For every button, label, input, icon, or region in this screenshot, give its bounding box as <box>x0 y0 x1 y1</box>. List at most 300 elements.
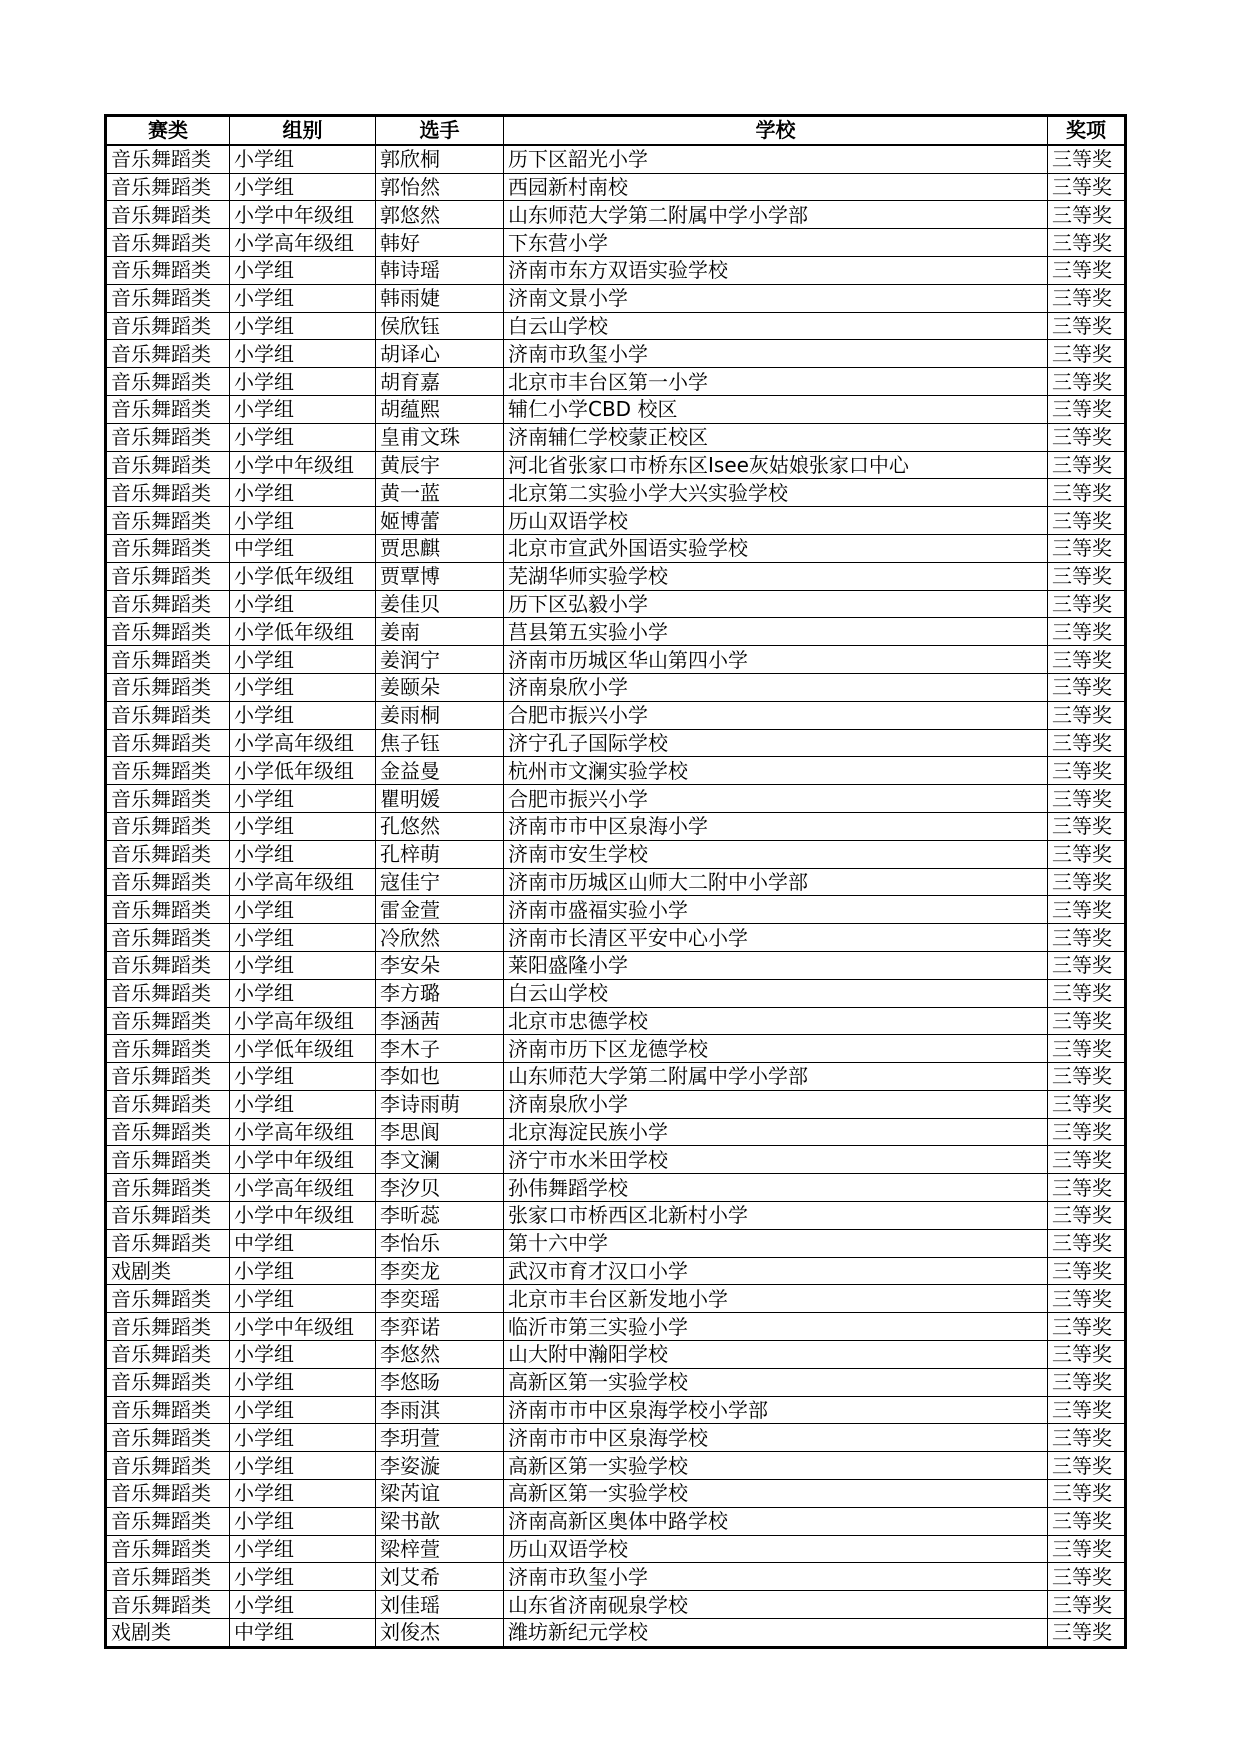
cell-contestant: 李诗雨萌 <box>376 1090 504 1118</box>
cell-contestant: 胡育嘉 <box>376 368 504 396</box>
cell-school: 济南泉欣小学 <box>504 673 1048 701</box>
cell-award: 三等奖 <box>1048 701 1126 729</box>
cell-award: 三等奖 <box>1048 1007 1126 1035</box>
cell-award: 三等奖 <box>1048 896 1126 924</box>
cell-category: 音乐舞蹈类 <box>106 951 230 979</box>
cell-contestant: 冷欣然 <box>376 924 504 952</box>
cell-category: 音乐舞蹈类 <box>106 1452 230 1480</box>
cell-school: 山东省济南砚泉学校 <box>504 1591 1048 1619</box>
cell-contestant: 刘俊杰 <box>376 1619 504 1648</box>
cell-category: 音乐舞蹈类 <box>106 1313 230 1341</box>
cell-category: 音乐舞蹈类 <box>106 1535 230 1563</box>
table-row <box>106 1174 1126 1202</box>
cell-award: 三等奖 <box>1048 729 1126 757</box>
cell-category: 音乐舞蹈类 <box>106 1007 230 1035</box>
header-school: 学校 <box>504 116 1048 145</box>
table-row <box>106 840 1126 868</box>
cell-group: 小学组 <box>230 812 376 840</box>
cell-school: 济宁孔子国际学校 <box>504 729 1048 757</box>
cell-category: 音乐舞蹈类 <box>106 1507 230 1535</box>
cell-contestant: 寇佳宁 <box>376 868 504 896</box>
cell-award: 三等奖 <box>1048 673 1126 701</box>
cell-school: 历下区弘毅小学 <box>504 590 1048 618</box>
cell-category: 音乐舞蹈类 <box>106 1341 230 1369</box>
cell-contestant: 孔悠然 <box>376 812 504 840</box>
cell-school: 北京第二实验小学大兴实验学校 <box>504 479 1048 507</box>
cell-school: 济南文景小学 <box>504 284 1048 312</box>
cell-award: 三等奖 <box>1048 395 1126 423</box>
table-row <box>106 562 1126 590</box>
cell-category: 音乐舞蹈类 <box>106 1229 230 1257</box>
cell-school: 合肥市振兴小学 <box>504 785 1048 813</box>
cell-contestant: 李思阆 <box>376 1118 504 1146</box>
cell-category: 音乐舞蹈类 <box>106 173 230 201</box>
cell-school: 高新区第一实验学校 <box>504 1368 1048 1396</box>
table-row <box>106 1341 1126 1369</box>
table-row <box>106 1452 1126 1480</box>
cell-group: 小学组 <box>230 673 376 701</box>
table-row <box>106 1202 1126 1230</box>
cell-school: 济南市玖玺小学 <box>504 340 1048 368</box>
table-row <box>106 1146 1126 1174</box>
table-row <box>106 1229 1126 1257</box>
cell-category: 音乐舞蹈类 <box>106 1480 230 1508</box>
cell-award: 三等奖 <box>1048 812 1126 840</box>
cell-group: 小学组 <box>230 1424 376 1452</box>
table-row <box>106 1368 1126 1396</box>
cell-group: 小学组 <box>230 1257 376 1285</box>
cell-award: 三等奖 <box>1048 840 1126 868</box>
cell-award: 三等奖 <box>1048 1118 1126 1146</box>
cell-group: 小学组 <box>230 1285 376 1313</box>
cell-group: 小学组 <box>230 924 376 952</box>
cell-award: 三等奖 <box>1048 1285 1126 1313</box>
table-row <box>106 868 1126 896</box>
cell-award: 三等奖 <box>1048 312 1126 340</box>
cell-school: 高新区第一实验学校 <box>504 1452 1048 1480</box>
table-row <box>106 701 1126 729</box>
cell-group: 小学低年级组 <box>230 618 376 646</box>
table-row <box>106 1396 1126 1424</box>
cell-award: 三等奖 <box>1048 1035 1126 1063</box>
cell-school: 下东营小学 <box>504 229 1048 257</box>
cell-contestant: 李奕龙 <box>376 1257 504 1285</box>
cell-school: 济南市安生学校 <box>504 840 1048 868</box>
cell-award: 三等奖 <box>1048 201 1126 229</box>
table-row <box>106 1063 1126 1091</box>
cell-group: 小学组 <box>230 590 376 618</box>
table-row <box>106 256 1126 284</box>
cell-contestant: 李涵茜 <box>376 1007 504 1035</box>
table-row <box>106 1563 1126 1591</box>
cell-award: 三等奖 <box>1048 534 1126 562</box>
table-row <box>106 1535 1126 1563</box>
cell-category: 音乐舞蹈类 <box>106 1424 230 1452</box>
cell-group: 小学组 <box>230 340 376 368</box>
cell-school: 杭州市文澜实验学校 <box>504 757 1048 785</box>
cell-school: 北京市忠德学校 <box>504 1007 1048 1035</box>
cell-category: 音乐舞蹈类 <box>106 840 230 868</box>
cell-category: 音乐舞蹈类 <box>106 1090 230 1118</box>
cell-group: 小学高年级组 <box>230 1118 376 1146</box>
cell-group: 小学中年级组 <box>230 1202 376 1230</box>
cell-category: 音乐舞蹈类 <box>106 201 230 229</box>
cell-school: 北京市丰台区第一小学 <box>504 368 1048 396</box>
cell-school: 济南市历城区山师大二附中小学部 <box>504 868 1048 896</box>
cell-school: 济南市历下区龙德学校 <box>504 1035 1048 1063</box>
cell-group: 小学组 <box>230 479 376 507</box>
cell-category: 戏剧类 <box>106 1257 230 1285</box>
table-row <box>106 1118 1126 1146</box>
cell-award: 三等奖 <box>1048 1368 1126 1396</box>
cell-category: 音乐舞蹈类 <box>106 757 230 785</box>
cell-category: 音乐舞蹈类 <box>106 284 230 312</box>
cell-category: 音乐舞蹈类 <box>106 1202 230 1230</box>
cell-contestant: 姜南 <box>376 618 504 646</box>
cell-contestant: 胡译心 <box>376 340 504 368</box>
cell-category: 音乐舞蹈类 <box>106 1368 230 1396</box>
cell-contestant: 李玥萱 <box>376 1424 504 1452</box>
cell-group: 小学组 <box>230 1480 376 1508</box>
table-row <box>106 173 1126 201</box>
table-row <box>106 507 1126 535</box>
cell-category: 音乐舞蹈类 <box>106 1035 230 1063</box>
cell-award: 三等奖 <box>1048 479 1126 507</box>
cell-category: 音乐舞蹈类 <box>106 812 230 840</box>
cell-group: 小学组 <box>230 1368 376 1396</box>
cell-group: 小学组 <box>230 840 376 868</box>
table-row <box>106 646 1126 674</box>
cell-award: 三等奖 <box>1048 1424 1126 1452</box>
cell-award: 三等奖 <box>1048 1090 1126 1118</box>
cell-school: 历山双语学校 <box>504 1535 1048 1563</box>
cell-award: 三等奖 <box>1048 1313 1126 1341</box>
table-row <box>106 368 1126 396</box>
cell-award: 三等奖 <box>1048 590 1126 618</box>
cell-category: 音乐舞蹈类 <box>106 1174 230 1202</box>
cell-award: 三等奖 <box>1048 1507 1126 1535</box>
cell-contestant: 黄一蓝 <box>376 479 504 507</box>
cell-group: 小学组 <box>230 507 376 535</box>
cell-contestant: 李怡乐 <box>376 1229 504 1257</box>
table-row <box>106 340 1126 368</box>
cell-group: 小学组 <box>230 701 376 729</box>
cell-group: 小学中年级组 <box>230 1313 376 1341</box>
cell-award: 三等奖 <box>1048 173 1126 201</box>
table-body <box>106 145 1126 1648</box>
cell-school: 西园新村南校 <box>504 173 1048 201</box>
cell-school: 济南市长清区平安中心小学 <box>504 924 1048 952</box>
cell-award: 三等奖 <box>1048 785 1126 813</box>
header-contestant: 选手 <box>376 116 504 145</box>
cell-contestant: 姜颐朵 <box>376 673 504 701</box>
cell-category: 音乐舞蹈类 <box>106 368 230 396</box>
cell-group: 小学组 <box>230 646 376 674</box>
table-row <box>106 479 1126 507</box>
cell-contestant: 李姿漩 <box>376 1452 504 1480</box>
cell-school: 张家口市桥西区北新村小学 <box>504 1202 1048 1230</box>
cell-award: 三等奖 <box>1048 1341 1126 1369</box>
cell-award: 三等奖 <box>1048 340 1126 368</box>
cell-school: 济宁市水米田学校 <box>504 1146 1048 1174</box>
cell-school: 北京市宣武外国语实验学校 <box>504 534 1048 562</box>
cell-contestant: 韩好 <box>376 229 504 257</box>
table-row <box>106 145 1126 173</box>
cell-award: 三等奖 <box>1048 1174 1126 1202</box>
cell-contestant: 梁书歆 <box>376 1507 504 1535</box>
cell-school: 济南市玖玺小学 <box>504 1563 1048 1591</box>
cell-group: 小学高年级组 <box>230 868 376 896</box>
table-row <box>106 1035 1126 1063</box>
cell-school: 临沂市第三实验小学 <box>504 1313 1048 1341</box>
cell-category: 音乐舞蹈类 <box>106 701 230 729</box>
cell-school: 北京市丰台区新发地小学 <box>504 1285 1048 1313</box>
cell-group: 小学组 <box>230 256 376 284</box>
cell-group: 小学组 <box>230 1507 376 1535</box>
cell-group: 小学高年级组 <box>230 729 376 757</box>
cell-group: 小学组 <box>230 1396 376 1424</box>
cell-category: 音乐舞蹈类 <box>106 673 230 701</box>
table-row <box>106 812 1126 840</box>
cell-category: 音乐舞蹈类 <box>106 562 230 590</box>
cell-contestant: 李悠然 <box>376 1341 504 1369</box>
cell-award: 三等奖 <box>1048 284 1126 312</box>
cell-group: 小学高年级组 <box>230 1007 376 1035</box>
cell-school: 孙伟舞蹈学校 <box>504 1174 1048 1202</box>
cell-group: 小学组 <box>230 368 376 396</box>
cell-school: 莒县第五实验小学 <box>504 618 1048 646</box>
table-row <box>106 785 1126 813</box>
cell-group: 小学组 <box>230 423 376 451</box>
cell-award: 三等奖 <box>1048 507 1126 535</box>
cell-group: 小学组 <box>230 284 376 312</box>
cell-group: 小学组 <box>230 312 376 340</box>
cell-award: 三等奖 <box>1048 618 1126 646</box>
cell-award: 三等奖 <box>1048 1396 1126 1424</box>
cell-contestant: 姜佳贝 <box>376 590 504 618</box>
cell-group: 小学组 <box>230 951 376 979</box>
cell-award: 三等奖 <box>1048 1619 1126 1648</box>
table-row <box>106 395 1126 423</box>
table-row <box>106 312 1126 340</box>
cell-category: 音乐舞蹈类 <box>106 1563 230 1591</box>
table-row <box>106 201 1126 229</box>
table-row <box>106 1507 1126 1535</box>
cell-school: 第十六中学 <box>504 1229 1048 1257</box>
cell-award: 三等奖 <box>1048 1535 1126 1563</box>
cell-contestant: 孔梓萌 <box>376 840 504 868</box>
cell-contestant: 瞿明媛 <box>376 785 504 813</box>
cell-school: 北京海淀民族小学 <box>504 1118 1048 1146</box>
cell-category: 音乐舞蹈类 <box>106 1063 230 1091</box>
cell-award: 三等奖 <box>1048 423 1126 451</box>
cell-category: 音乐舞蹈类 <box>106 1396 230 1424</box>
table-row <box>106 1480 1126 1508</box>
table-row <box>106 618 1126 646</box>
cell-school: 芜湖华师实验学校 <box>504 562 1048 590</box>
cell-award: 三等奖 <box>1048 1229 1126 1257</box>
table-row <box>106 1313 1126 1341</box>
cell-school: 山东师范大学第二附属中学小学部 <box>504 1063 1048 1091</box>
cell-category: 音乐舞蹈类 <box>106 729 230 757</box>
cell-category: 音乐舞蹈类 <box>106 256 230 284</box>
table-row <box>106 1257 1126 1285</box>
table-row <box>106 229 1126 257</box>
cell-contestant: 黄辰宇 <box>376 451 504 479</box>
cell-award: 三等奖 <box>1048 951 1126 979</box>
cell-award: 三等奖 <box>1048 1591 1126 1619</box>
cell-award: 三等奖 <box>1048 646 1126 674</box>
cell-category: 音乐舞蹈类 <box>106 340 230 368</box>
cell-award: 三等奖 <box>1048 1563 1126 1591</box>
cell-group: 小学组 <box>230 1563 376 1591</box>
cell-contestant: 刘佳瑶 <box>376 1591 504 1619</box>
cell-contestant: 李木子 <box>376 1035 504 1063</box>
cell-contestant: 姬博蕾 <box>376 507 504 535</box>
cell-category: 音乐舞蹈类 <box>106 507 230 535</box>
table-header <box>106 116 1126 145</box>
cell-group: 小学低年级组 <box>230 757 376 785</box>
cell-group: 小学组 <box>230 395 376 423</box>
cell-award: 三等奖 <box>1048 757 1126 785</box>
table-row <box>106 590 1126 618</box>
cell-school: 济南市市中区泉海学校小学部 <box>504 1396 1048 1424</box>
cell-award: 三等奖 <box>1048 924 1126 952</box>
cell-category: 音乐舞蹈类 <box>106 229 230 257</box>
cell-category: 音乐舞蹈类 <box>106 979 230 1007</box>
cell-category: 音乐舞蹈类 <box>106 924 230 952</box>
cell-group: 小学中年级组 <box>230 201 376 229</box>
cell-award: 三等奖 <box>1048 868 1126 896</box>
cell-contestant: 刘艾希 <box>376 1563 504 1591</box>
table-row <box>106 673 1126 701</box>
cell-school: 历下区韶光小学 <box>504 145 1048 173</box>
header-award: 奖项 <box>1048 116 1126 145</box>
cell-category: 音乐舞蹈类 <box>106 785 230 813</box>
cell-category: 音乐舞蹈类 <box>106 479 230 507</box>
header-row <box>106 116 1126 145</box>
cell-award: 三等奖 <box>1048 1146 1126 1174</box>
cell-award: 三等奖 <box>1048 451 1126 479</box>
cell-contestant: 李如也 <box>376 1063 504 1091</box>
cell-school: 河北省张家口市桥东区Isee灰姑娘张家口中心 <box>504 451 1048 479</box>
cell-group: 小学组 <box>230 785 376 813</box>
cell-contestant: 韩雨婕 <box>376 284 504 312</box>
cell-contestant: 梁芮谊 <box>376 1480 504 1508</box>
cell-group: 小学高年级组 <box>230 1174 376 1202</box>
cell-group: 中学组 <box>230 1229 376 1257</box>
cell-group: 小学组 <box>230 173 376 201</box>
cell-group: 中学组 <box>230 1619 376 1648</box>
cell-contestant: 姜润宁 <box>376 646 504 674</box>
cell-category: 音乐舞蹈类 <box>106 1146 230 1174</box>
table-row <box>106 1285 1126 1313</box>
cell-school: 山东师范大学第二附属中学小学部 <box>504 201 1048 229</box>
cell-category: 音乐舞蹈类 <box>106 868 230 896</box>
cell-contestant: 李汐贝 <box>376 1174 504 1202</box>
cell-school: 济南市东方双语实验学校 <box>504 256 1048 284</box>
cell-group: 小学组 <box>230 1452 376 1480</box>
cell-category: 音乐舞蹈类 <box>106 1285 230 1313</box>
cell-school: 济南市市中区泉海学校 <box>504 1424 1048 1452</box>
cell-award: 三等奖 <box>1048 256 1126 284</box>
table-row <box>106 1591 1126 1619</box>
cell-school: 莱阳盛隆小学 <box>504 951 1048 979</box>
table-row <box>106 451 1126 479</box>
cell-award: 三等奖 <box>1048 1480 1126 1508</box>
cell-contestant: 李昕蕊 <box>376 1202 504 1230</box>
cell-contestant: 侯欣钰 <box>376 312 504 340</box>
cell-contestant: 韩诗瑶 <box>376 256 504 284</box>
cell-school: 济南高新区奥体中路学校 <box>504 1507 1048 1535</box>
table-row <box>106 979 1126 1007</box>
cell-contestant: 梁梓萱 <box>376 1535 504 1563</box>
awards-table <box>104 114 1127 1649</box>
cell-school: 辅仁小学CBD 校区 <box>504 395 1048 423</box>
cell-contestant: 李安朵 <box>376 951 504 979</box>
cell-category: 音乐舞蹈类 <box>106 1118 230 1146</box>
cell-school: 济南市历城区华山第四小学 <box>504 646 1048 674</box>
cell-award: 三等奖 <box>1048 1452 1126 1480</box>
cell-contestant: 贾思麒 <box>376 534 504 562</box>
cell-school: 历山双语学校 <box>504 507 1048 535</box>
cell-contestant: 金益曼 <box>376 757 504 785</box>
cell-category: 音乐舞蹈类 <box>106 395 230 423</box>
cell-contestant: 郭怡然 <box>376 173 504 201</box>
table-row <box>106 757 1126 785</box>
cell-award: 三等奖 <box>1048 229 1126 257</box>
cell-school: 山大附中瀚阳学校 <box>504 1341 1048 1369</box>
cell-category: 音乐舞蹈类 <box>106 896 230 924</box>
cell-category: 戏剧类 <box>106 1619 230 1648</box>
cell-school: 济南市盛福实验小学 <box>504 896 1048 924</box>
table-row <box>106 1619 1126 1648</box>
table-row <box>106 1007 1126 1035</box>
cell-contestant: 李弈诺 <box>376 1313 504 1341</box>
cell-school: 白云山学校 <box>504 979 1048 1007</box>
cell-contestant: 李雨淇 <box>376 1396 504 1424</box>
cell-contestant: 姜雨桐 <box>376 701 504 729</box>
table-row <box>106 1424 1126 1452</box>
cell-category: 音乐舞蹈类 <box>106 145 230 173</box>
cell-award: 三等奖 <box>1048 979 1126 1007</box>
cell-award: 三等奖 <box>1048 1063 1126 1091</box>
cell-group: 小学组 <box>230 1535 376 1563</box>
cell-award: 三等奖 <box>1048 1202 1126 1230</box>
cell-category: 音乐舞蹈类 <box>106 618 230 646</box>
cell-school: 济南泉欣小学 <box>504 1090 1048 1118</box>
cell-contestant: 李方璐 <box>376 979 504 1007</box>
cell-contestant: 焦子钰 <box>376 729 504 757</box>
header-category: 赛类 <box>106 116 230 145</box>
table-row <box>106 534 1126 562</box>
cell-school: 济南市市中区泉海小学 <box>504 812 1048 840</box>
cell-school: 合肥市振兴小学 <box>504 701 1048 729</box>
cell-award: 三等奖 <box>1048 368 1126 396</box>
cell-contestant: 郭悠然 <box>376 201 504 229</box>
cell-group: 小学组 <box>230 1063 376 1091</box>
cell-category: 音乐舞蹈类 <box>106 590 230 618</box>
cell-award: 三等奖 <box>1048 562 1126 590</box>
table-row <box>106 924 1126 952</box>
cell-group: 中学组 <box>230 534 376 562</box>
cell-group: 小学中年级组 <box>230 451 376 479</box>
table-row <box>106 896 1126 924</box>
cell-contestant: 胡蕴熙 <box>376 395 504 423</box>
cell-group: 小学高年级组 <box>230 229 376 257</box>
table-row <box>106 284 1126 312</box>
cell-category: 音乐舞蹈类 <box>106 534 230 562</box>
